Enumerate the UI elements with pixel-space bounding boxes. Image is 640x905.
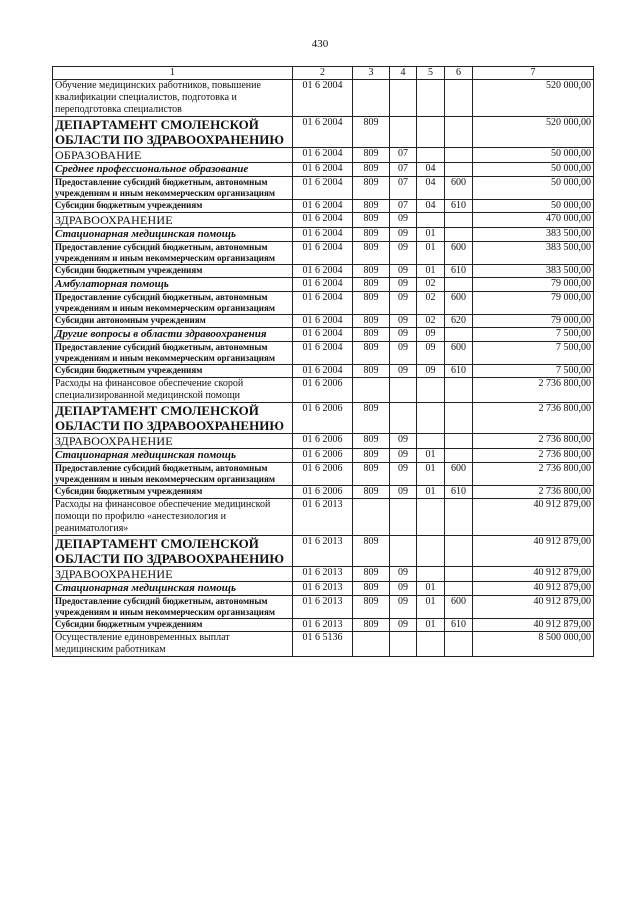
department-code-cell [353, 378, 390, 403]
column-header: 7 [473, 67, 594, 80]
target-code-cell: 01 6 2006 [293, 449, 353, 463]
expense-type-cell [445, 328, 473, 342]
header-row [53, 67, 594, 80]
target-code-cell: 01 6 2004 [293, 365, 353, 378]
section-cell: 09 [390, 486, 417, 499]
subsection-cell: 01 [417, 486, 445, 499]
department-code-cell [353, 80, 390, 117]
department-code-cell [353, 499, 390, 536]
amount-cell: 383 500,00 [473, 228, 594, 242]
row-name-cell: ЗДРАВООХРАНЕНИЕ [53, 434, 293, 449]
amount-cell: 7 500,00 [473, 328, 594, 342]
section-cell: 07 [390, 163, 417, 177]
row-name-cell: Стационарная медицинская помощь [53, 582, 293, 596]
department-code-cell: 809 [353, 328, 390, 342]
subsection-cell: 02 [417, 278, 445, 292]
expense-type-cell: 610 [445, 200, 473, 213]
section-cell [390, 632, 417, 657]
section-cell [390, 80, 417, 117]
table-row [53, 596, 594, 619]
department-code-cell: 809 [353, 148, 390, 163]
amount-cell: 40 912 879,00 [473, 536, 594, 567]
department-code-cell: 809 [353, 342, 390, 365]
subsection-cell: 04 [417, 163, 445, 177]
department-code-cell [353, 632, 390, 657]
expense-type-cell [445, 434, 473, 449]
expense-type-cell [445, 378, 473, 403]
target-code-cell: 01 6 2006 [293, 463, 353, 486]
section-cell: 09 [390, 582, 417, 596]
subsection-cell: 01 [417, 463, 445, 486]
subsection-cell [417, 378, 445, 403]
subsection-cell [417, 434, 445, 449]
amount-cell: 40 912 879,00 [473, 582, 594, 596]
subsection-cell: 01 [417, 582, 445, 596]
row-name-cell: ДЕПАРТАМЕНТ СМОЛЕНСКОЙ ОБЛАСТИ ПО ЗДРАВООХРАНЕНИЮ [53, 536, 293, 567]
subsection-cell: 09 [417, 328, 445, 342]
section-cell: 09 [390, 596, 417, 619]
target-code-cell: 01 6 2006 [293, 403, 353, 434]
section-cell: 09 [390, 619, 417, 632]
row-name-cell: Предоставление субсидий бюджетным, автономным учреждениям и иным некоммерческим организациям [53, 177, 293, 200]
expense-type-cell [445, 449, 473, 463]
target-code-cell: 01 6 2013 [293, 619, 353, 632]
amount-cell: 40 912 879,00 [473, 596, 594, 619]
amount-cell: 520 000,00 [473, 117, 594, 148]
expense-type-cell: 600 [445, 596, 473, 619]
table-row [53, 278, 594, 292]
amount-cell: 520 000,00 [473, 80, 594, 117]
amount-cell: 40 912 879,00 [473, 567, 594, 582]
amount-cell: 2 736 800,00 [473, 449, 594, 463]
expense-type-cell [445, 163, 473, 177]
subsection-cell: 09 [417, 365, 445, 378]
target-code-cell: 01 6 2004 [293, 80, 353, 117]
expense-type-cell [445, 278, 473, 292]
section-cell: 09 [390, 567, 417, 582]
section-cell: 09 [390, 265, 417, 278]
row-name-cell: Предоставление субсидий бюджетным, автономным учреждениям и иным некоммерческим организациям [53, 463, 293, 486]
amount-cell: 7 500,00 [473, 365, 594, 378]
department-code-cell: 809 [353, 596, 390, 619]
subsection-cell [417, 213, 445, 228]
row-name-cell: Расходы на финансовое обеспечение медицинской помощи по профилю «анестезиология и реаниматология» [53, 499, 293, 536]
row-name-cell: Предоставление субсидий бюджетным, автономным учреждениям и иным некоммерческим организациям [53, 342, 293, 365]
expense-type-cell: 600 [445, 292, 473, 315]
department-code-cell: 809 [353, 117, 390, 148]
table-row [53, 315, 594, 328]
subsection-cell: 02 [417, 292, 445, 315]
expense-type-cell: 610 [445, 619, 473, 632]
amount-cell: 383 500,00 [473, 242, 594, 265]
target-code-cell: 01 6 2013 [293, 499, 353, 536]
expense-type-cell: 600 [445, 177, 473, 200]
row-name-cell: Субсидии бюджетным учреждениям [53, 486, 293, 499]
expense-type-cell [445, 499, 473, 536]
target-code-cell: 01 6 2004 [293, 117, 353, 148]
subsection-cell: 01 [417, 619, 445, 632]
department-code-cell: 809 [353, 365, 390, 378]
target-code-cell: 01 6 2013 [293, 567, 353, 582]
section-cell: 07 [390, 177, 417, 200]
expense-type-cell: 600 [445, 463, 473, 486]
column-header: 3 [353, 67, 390, 80]
table-row [53, 328, 594, 342]
target-code-cell: 01 6 2006 [293, 378, 353, 403]
section-cell: 09 [390, 434, 417, 449]
target-code-cell: 01 6 2006 [293, 486, 353, 499]
section-cell: 09 [390, 342, 417, 365]
table-row [53, 365, 594, 378]
table-row [53, 403, 594, 434]
target-code-cell: 01 6 2004 [293, 342, 353, 365]
section-cell: 09 [390, 315, 417, 328]
column-header: 5 [417, 67, 445, 80]
expense-type-cell: 620 [445, 315, 473, 328]
table-row [53, 449, 594, 463]
target-code-cell: 01 6 2004 [293, 328, 353, 342]
table-row [53, 378, 594, 403]
column-header: 6 [445, 67, 473, 80]
department-code-cell: 809 [353, 228, 390, 242]
target-code-cell: 01 6 2013 [293, 536, 353, 567]
section-cell: 07 [390, 200, 417, 213]
row-name-cell: Осуществление единовременных выплат медицинским работникам [53, 632, 293, 657]
section-cell: 09 [390, 365, 417, 378]
row-name-cell: Субсидии бюджетным учреждениям [53, 619, 293, 632]
section-cell: 09 [390, 463, 417, 486]
expense-type-cell: 610 [445, 365, 473, 378]
table-row [53, 265, 594, 278]
expense-type-cell: 600 [445, 242, 473, 265]
subsection-cell: 01 [417, 596, 445, 619]
subsection-cell: 04 [417, 200, 445, 213]
subsection-cell [417, 80, 445, 117]
department-code-cell: 809 [353, 292, 390, 315]
amount-cell: 50 000,00 [473, 177, 594, 200]
section-cell: 09 [390, 328, 417, 342]
table-row [53, 117, 594, 148]
amount-cell: 2 736 800,00 [473, 486, 594, 499]
target-code-cell: 01 6 2004 [293, 278, 353, 292]
section-cell [390, 378, 417, 403]
table-row [53, 228, 594, 242]
section-cell: 09 [390, 292, 417, 315]
section-cell: 07 [390, 148, 417, 163]
amount-cell: 79 000,00 [473, 292, 594, 315]
expense-type-cell [445, 117, 473, 148]
row-name-cell: Стационарная медицинская помощь [53, 449, 293, 463]
amount-cell: 50 000,00 [473, 200, 594, 213]
row-name-cell: Предоставление субсидий бюджетным, автономным учреждениям и иным некоммерческим организациям [53, 292, 293, 315]
subsection-cell [417, 117, 445, 148]
table-row [53, 632, 594, 657]
target-code-cell: 01 6 5136 [293, 632, 353, 657]
expense-type-cell: 610 [445, 486, 473, 499]
table-row [53, 200, 594, 213]
department-code-cell: 809 [353, 463, 390, 486]
subsection-cell: 01 [417, 242, 445, 265]
target-code-cell: 01 6 2004 [293, 265, 353, 278]
section-cell [390, 117, 417, 148]
department-code-cell: 809 [353, 278, 390, 292]
target-code-cell: 01 6 2004 [293, 148, 353, 163]
subsection-cell [417, 148, 445, 163]
table-row [53, 80, 594, 117]
table-row [53, 619, 594, 632]
expense-type-cell: 610 [445, 265, 473, 278]
row-name-cell: Субсидии бюджетным учреждениям [53, 365, 293, 378]
budget-table [52, 66, 594, 657]
department-code-cell: 809 [353, 536, 390, 567]
section-cell: 09 [390, 242, 417, 265]
row-name-cell: Субсидии бюджетным учреждениям [53, 200, 293, 213]
subsection-cell [417, 536, 445, 567]
row-name-cell: Предоставление субсидий бюджетным, автономным учреждениям и иным некоммерческим организациям [53, 596, 293, 619]
expense-type-cell [445, 80, 473, 117]
section-cell: 09 [390, 228, 417, 242]
department-code-cell: 809 [353, 315, 390, 328]
amount-cell: 383 500,00 [473, 265, 594, 278]
expense-type-cell [445, 213, 473, 228]
section-cell [390, 536, 417, 567]
amount-cell: 2 736 800,00 [473, 378, 594, 403]
row-name-cell: ДЕПАРТАМЕНТ СМОЛЕНСКОЙ ОБЛАСТИ ПО ЗДРАВООХРАНЕНИЮ [53, 117, 293, 148]
section-cell: 09 [390, 213, 417, 228]
expense-type-cell [445, 228, 473, 242]
amount-cell: 2 736 800,00 [473, 434, 594, 449]
expense-type-cell [445, 148, 473, 163]
row-name-cell: Другие вопросы в области здравоохранения [53, 328, 293, 342]
amount-cell: 2 736 800,00 [473, 403, 594, 434]
table-row [53, 463, 594, 486]
table-row [53, 213, 594, 228]
department-code-cell: 809 [353, 265, 390, 278]
amount-cell: 470 000,00 [473, 213, 594, 228]
row-name-cell: Субсидии бюджетным учреждениям [53, 265, 293, 278]
expense-type-cell: 600 [445, 342, 473, 365]
table-body [53, 80, 594, 657]
row-name-cell: ОБРАЗОВАНИЕ [53, 148, 293, 163]
table-row [53, 536, 594, 567]
section-cell [390, 499, 417, 536]
section-cell: 09 [390, 278, 417, 292]
table-row [53, 486, 594, 499]
subsection-cell [417, 567, 445, 582]
table-row [53, 242, 594, 265]
row-name-cell: Обучение медицинских работников, повышение квалификации специалистов, подготовка и переподготовка специалистов [53, 80, 293, 117]
section-cell: 09 [390, 449, 417, 463]
target-code-cell: 01 6 2013 [293, 582, 353, 596]
table-row [53, 342, 594, 365]
amount-cell: 40 912 879,00 [473, 499, 594, 536]
department-code-cell: 809 [353, 434, 390, 449]
department-code-cell: 809 [353, 213, 390, 228]
department-code-cell: 809 [353, 163, 390, 177]
department-code-cell: 809 [353, 486, 390, 499]
expense-type-cell [445, 582, 473, 596]
department-code-cell: 809 [353, 619, 390, 632]
column-header: 2 [293, 67, 353, 80]
department-code-cell: 809 [353, 200, 390, 213]
column-header: 1 [53, 67, 293, 80]
table-row [53, 163, 594, 177]
page-number: 430 [311, 38, 329, 50]
row-name-cell: Субсидии автономным учреждениям [53, 315, 293, 328]
amount-cell: 7 500,00 [473, 342, 594, 365]
amount-cell: 79 000,00 [473, 315, 594, 328]
subsection-cell: 01 [417, 265, 445, 278]
row-name-cell: ЗДРАВООХРАНЕНИЕ [53, 567, 293, 582]
row-name-cell: ДЕПАРТАМЕНТ СМОЛЕНСКОЙ ОБЛАСТИ ПО ЗДРАВООХРАНЕНИЮ [53, 403, 293, 434]
amount-cell: 40 912 879,00 [473, 619, 594, 632]
target-code-cell: 01 6 2004 [293, 228, 353, 242]
expense-type-cell [445, 536, 473, 567]
department-code-cell: 809 [353, 242, 390, 265]
amount-cell: 50 000,00 [473, 163, 594, 177]
target-code-cell: 01 6 2004 [293, 242, 353, 265]
department-code-cell: 809 [353, 403, 390, 434]
expense-type-cell [445, 403, 473, 434]
row-name-cell: Амбулаторная помощь [53, 278, 293, 292]
target-code-cell: 01 6 2004 [293, 177, 353, 200]
subsection-cell: 01 [417, 449, 445, 463]
row-name-cell: Среднее профессиональное образование [53, 163, 293, 177]
target-code-cell: 01 6 2004 [293, 292, 353, 315]
amount-cell: 79 000,00 [473, 278, 594, 292]
table-row [53, 292, 594, 315]
target-code-cell: 01 6 2004 [293, 200, 353, 213]
department-code-cell: 809 [353, 177, 390, 200]
expense-type-cell [445, 632, 473, 657]
column-header: 4 [390, 67, 417, 80]
target-code-cell: 01 6 2004 [293, 315, 353, 328]
subsection-cell [417, 403, 445, 434]
department-code-cell: 809 [353, 449, 390, 463]
amount-cell: 50 000,00 [473, 148, 594, 163]
target-code-cell: 01 6 2004 [293, 163, 353, 177]
target-code-cell: 01 6 2006 [293, 434, 353, 449]
row-name-cell: ЗДРАВООХРАНЕНИЕ [53, 213, 293, 228]
target-code-cell: 01 6 2004 [293, 213, 353, 228]
table-row [53, 567, 594, 582]
target-code-cell: 01 6 2013 [293, 596, 353, 619]
amount-cell: 2 736 800,00 [473, 463, 594, 486]
table-row [53, 148, 594, 163]
subsection-cell [417, 499, 445, 536]
subsection-cell: 01 [417, 228, 445, 242]
table-row [53, 434, 594, 449]
row-name-cell: Стационарная медицинская помощь [53, 228, 293, 242]
table-row [53, 582, 594, 596]
section-cell [390, 403, 417, 434]
subsection-cell [417, 632, 445, 657]
subsection-cell: 02 [417, 315, 445, 328]
table-row [53, 177, 594, 200]
table-row [53, 499, 594, 536]
row-name-cell: Предоставление субсидий бюджетным, автономным учреждениям и иным некоммерческим организациям [53, 242, 293, 265]
department-code-cell: 809 [353, 582, 390, 596]
department-code-cell: 809 [353, 567, 390, 582]
subsection-cell: 09 [417, 342, 445, 365]
row-name-cell: Расходы на финансовое обеспечение скорой специализированной медицинской помощи [53, 378, 293, 403]
amount-cell: 8 500 000,00 [473, 632, 594, 657]
subsection-cell: 04 [417, 177, 445, 200]
expense-type-cell [445, 567, 473, 582]
